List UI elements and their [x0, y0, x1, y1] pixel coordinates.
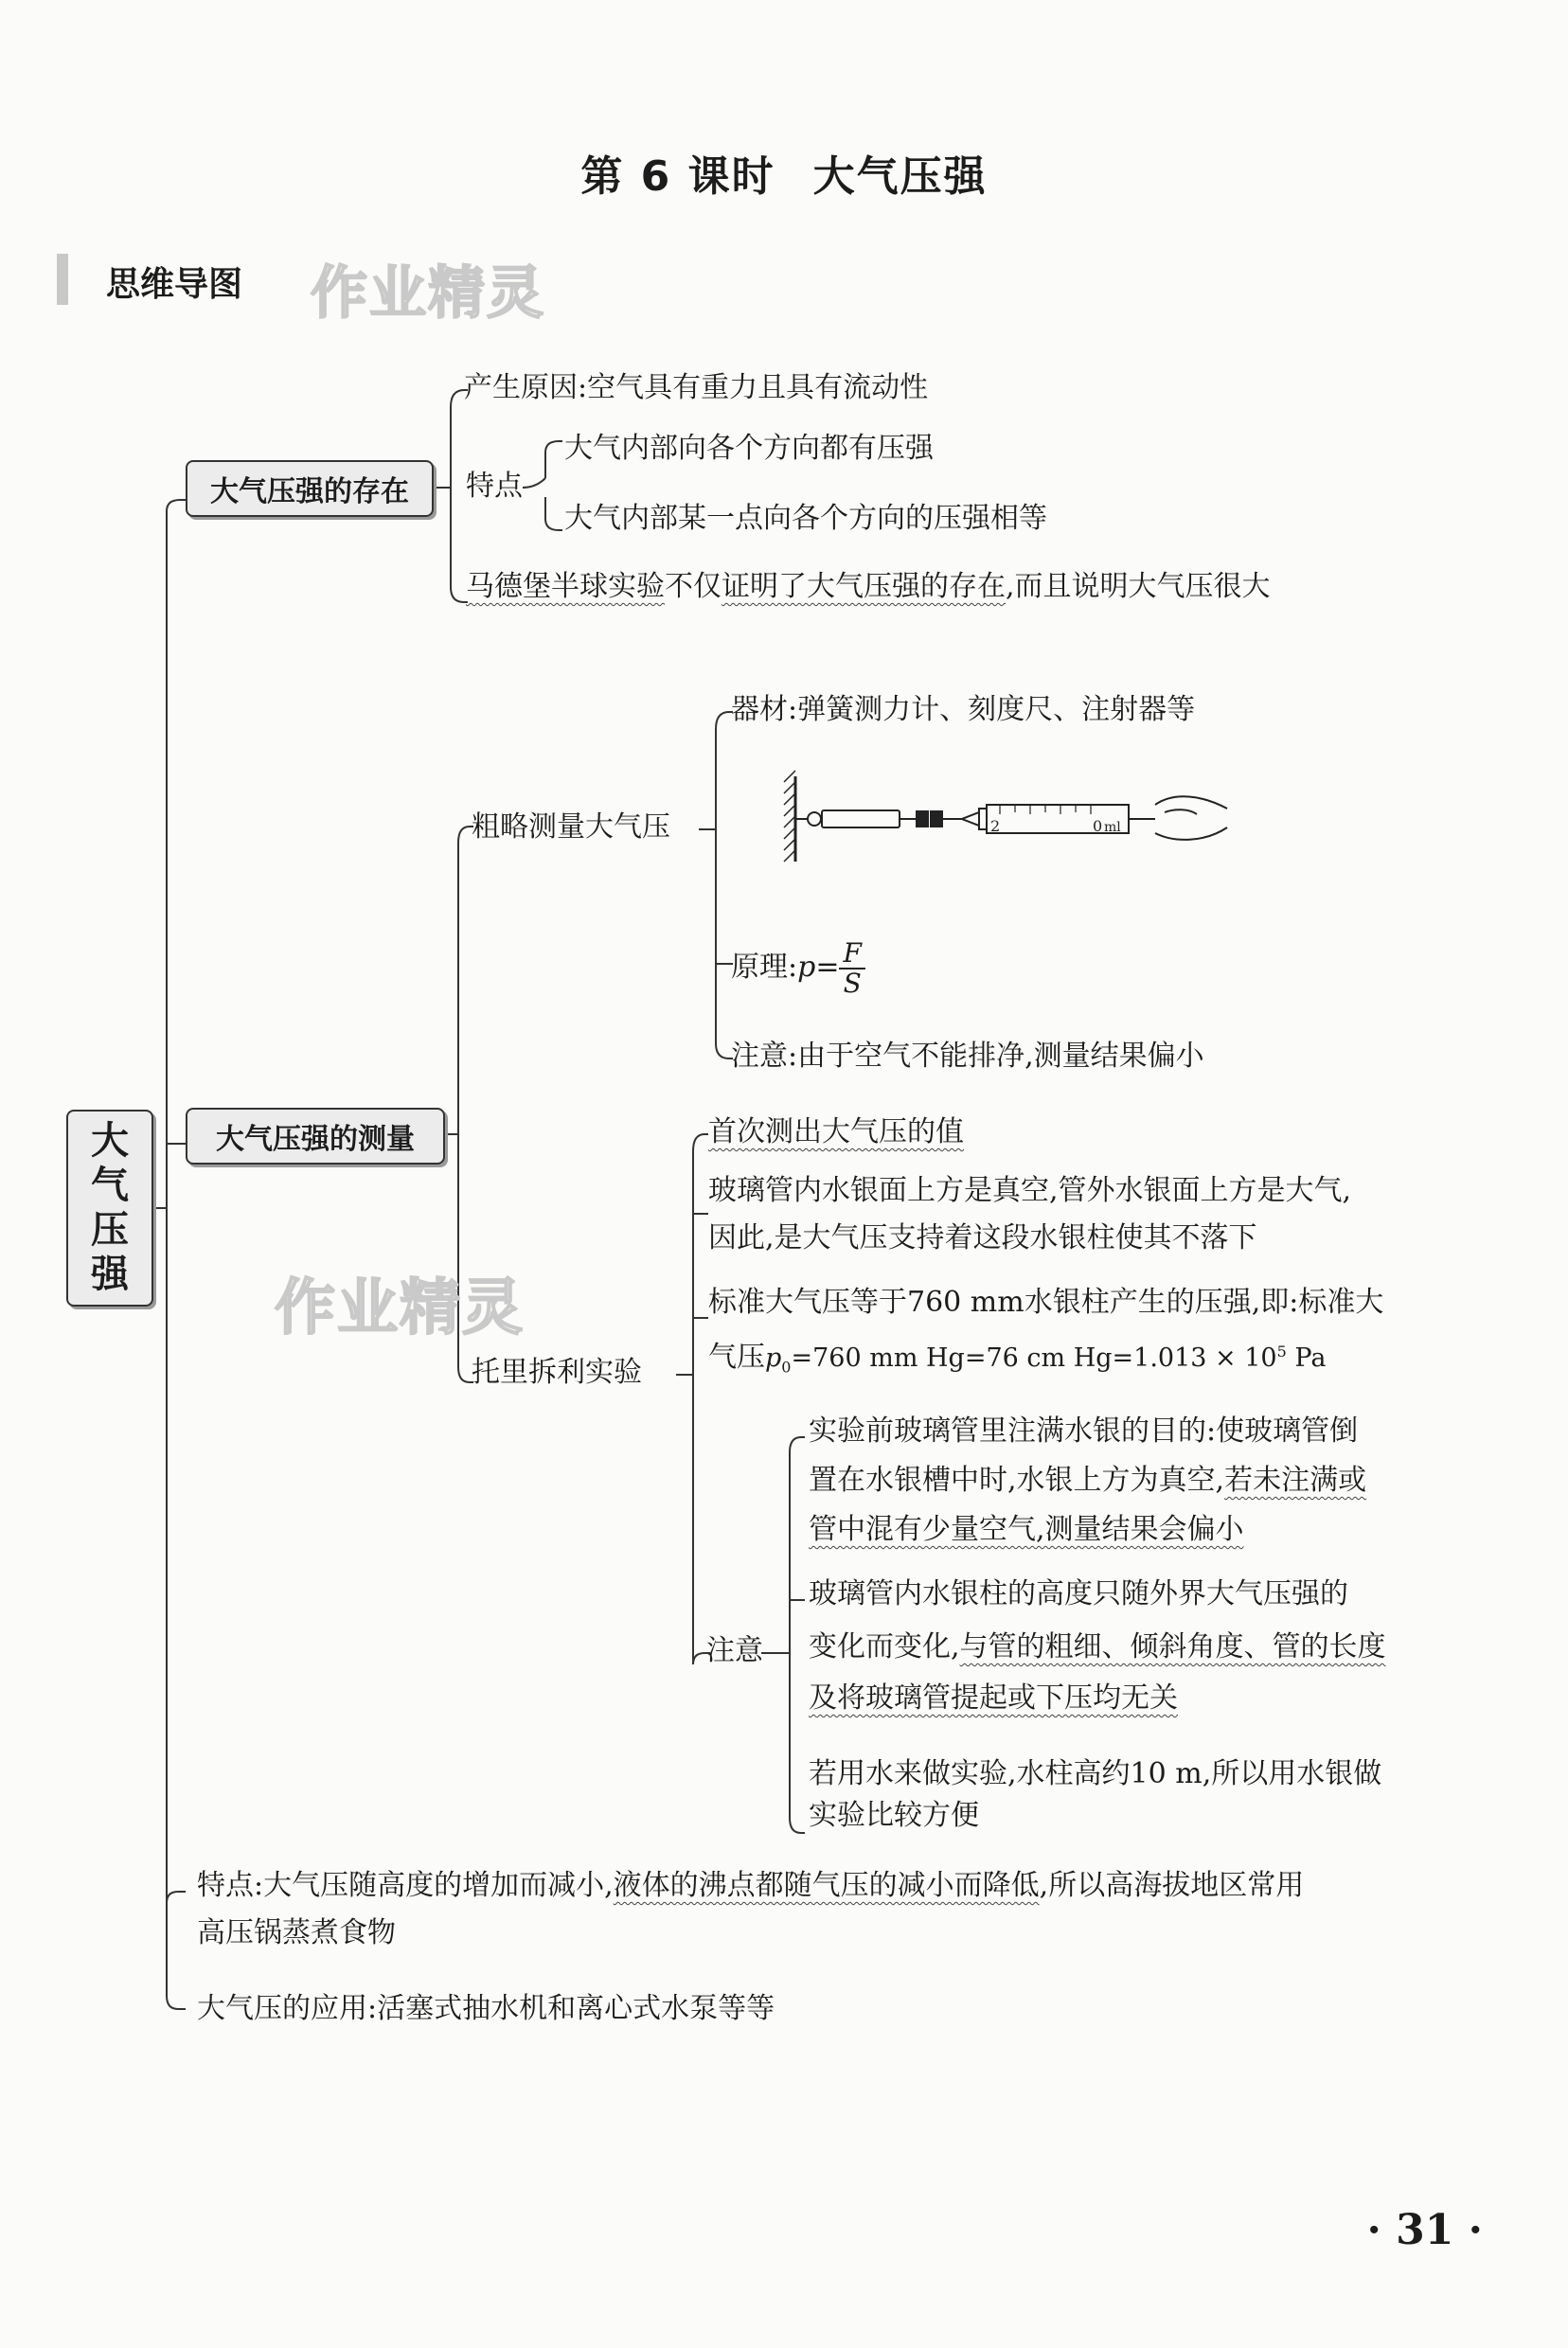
principle-label: 原理:: [731, 951, 798, 984]
note1-line-2: [809, 1464, 1366, 1498]
lesson-number: 第 6 课时: [580, 152, 775, 201]
standard-line-1: 标准大气压等于760 mm水银柱产生的压强,即:标准大: [708, 1286, 1384, 1319]
principle-formula: p=: [797, 951, 840, 984]
scale-unit: ml: [1104, 820, 1121, 835]
note3-line-1: 若用水来做实验,水柱高约10 m,所以用水银做: [809, 1757, 1382, 1790]
feature-1: 大气内部向各个方向都有压强: [564, 432, 934, 465]
cause-text: 产生原因:空气具有重力且具有流动性: [464, 371, 929, 404]
feature-2: 大气内部某一点向各个方向的压强相等: [564, 502, 1047, 535]
root-node: [66, 1110, 153, 1307]
principle-text: [731, 939, 865, 998]
scale-label: 2: [990, 817, 1001, 835]
watermark-logo: 作业精灵: [311, 260, 545, 327]
features-label: 特点: [466, 470, 523, 503]
root-char: 压: [91, 1208, 129, 1252]
note-emphasis: 若未注满或: [1224, 1464, 1367, 1497]
magdeburg-experiment: 马德堡半球实验: [466, 570, 665, 603]
altitude-feature-line-2: 高压锅蒸煮食物: [197, 1916, 396, 1949]
fraction-denominator: S: [843, 968, 862, 999]
note1-line-3: 管中混有少量空气,测量结果会偏小: [809, 1513, 1244, 1546]
note3-line-2: 实验比较方便: [809, 1799, 979, 1832]
vacuum-line-1: 玻璃管内水银面上方是真空,管外水银面上方是大气,: [708, 1174, 1352, 1207]
magdeburg-text-part: ,而且说明大气压很大: [1006, 570, 1271, 603]
root-char: 大: [91, 1119, 129, 1163]
feature-text: 特点:大气压随高度的增加而减小,: [197, 1869, 614, 1902]
feature-emphasis: 液体的沸点都随气压的减小而降低: [613, 1869, 1040, 1902]
application-text: 大气压的应用:活塞式抽水机和离心式水泵等等: [197, 1992, 775, 2025]
root-char: 气: [91, 1164, 129, 1207]
lesson-topic: 大气压强: [812, 152, 988, 201]
note2-line-2: [809, 1630, 1386, 1664]
standard-line-2: [708, 1335, 1326, 1384]
notes-label: 注意: [706, 1634, 763, 1667]
page-title: [0, 142, 1568, 203]
rough-note: 注意:由于空气不能排净,测量结果偏小: [731, 1040, 1204, 1073]
scale-label: 0: [1093, 817, 1103, 835]
note-text: 置在水银槽中时,水银上方为真空,: [809, 1464, 1225, 1497]
magdeburg-proof: 证明了大气压强的存在: [722, 570, 1006, 603]
node-existence: 大气压强的存在: [186, 460, 434, 517]
standard-value: =760 mm Hg=76 cm Hg=1.013 × 10: [791, 1343, 1277, 1373]
note1-line-1: 实验前玻璃管里注满水银的目的:使玻璃管倒: [809, 1414, 1359, 1448]
rough-measurement-label: 粗略测量大气压: [472, 810, 670, 844]
torricelli-label: 托里拆利实验: [472, 1356, 642, 1389]
feature-text: ,所以高海拔地区常用: [1039, 1869, 1305, 1902]
fraction: [839, 939, 864, 998]
note-emphasis: 与管的粗细、倾斜角度、管的长度: [959, 1630, 1386, 1663]
first-measurement: 首次测出大气压的值: [708, 1115, 964, 1148]
vacuum-line-2: 因此,是大气压支持着这段水银柱使其不落下: [708, 1221, 1257, 1254]
note-text: 变化而变化,: [809, 1630, 960, 1663]
watermark-logo: 作业精灵: [275, 1273, 525, 1343]
section-marker: [57, 254, 68, 305]
magdeburg-text: [466, 570, 1271, 604]
note2-line-3: 及将玻璃管提起或下压均无关: [809, 1681, 1178, 1715]
equipment-text: 器材:弹簧测力计、刻度尺、注射器等: [731, 693, 1196, 726]
standard-exponent: 5: [1276, 1343, 1287, 1361]
root-char: 强: [91, 1253, 129, 1296]
altitude-feature-line-1: [197, 1869, 1304, 1903]
standard-subscript: 0: [781, 1358, 792, 1377]
standard-text: 气压: [708, 1341, 765, 1374]
magdeburg-text-part: 不仅: [665, 570, 722, 603]
standard-symbol: p: [765, 1343, 782, 1373]
section-title: 思维导图: [106, 265, 243, 304]
note2-line-1: 玻璃管内水银柱的高度只随外界大气压强的: [809, 1577, 1348, 1610]
page-number: · 31 ·: [1366, 2206, 1483, 2254]
fraction-numerator: F: [839, 939, 864, 969]
node-measurement: 大气压强的测量: [186, 1108, 445, 1165]
standard-unit: Pa: [1286, 1343, 1327, 1373]
syringe-diagram: [776, 767, 1240, 871]
